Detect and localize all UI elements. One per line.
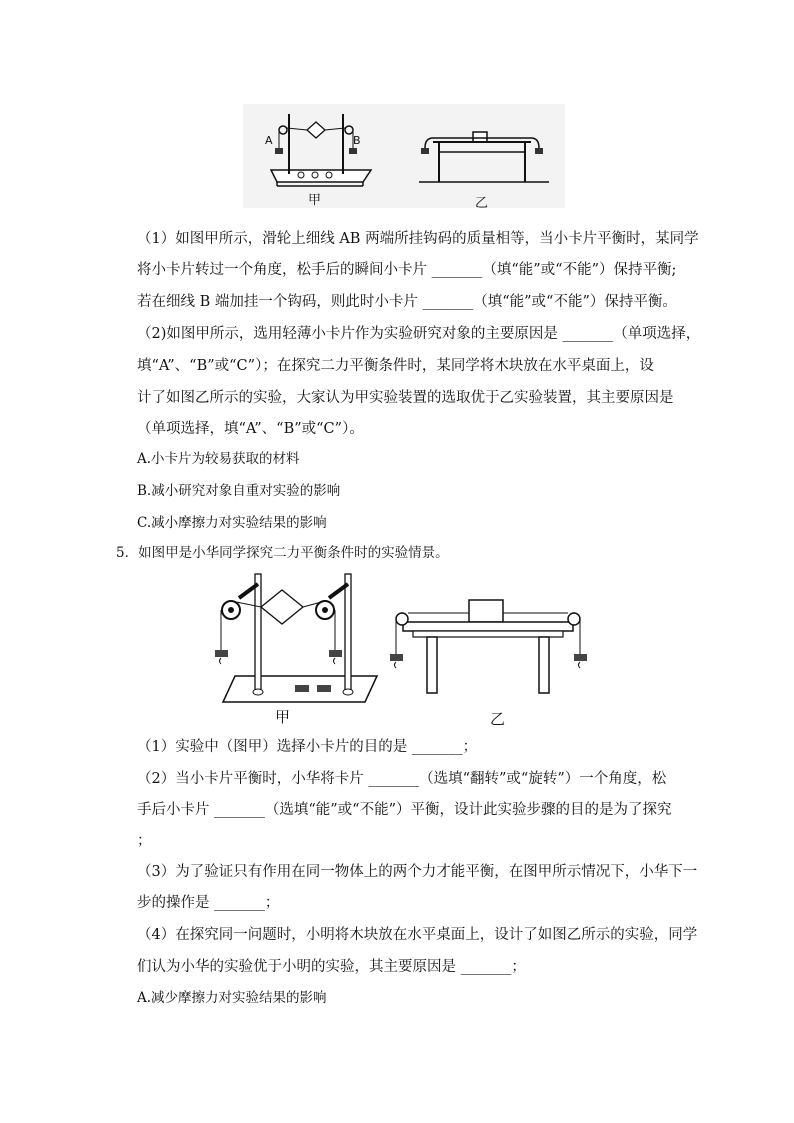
q5-line: 步的操作是 _______； <box>137 895 280 911</box>
q5-line: 们认为小华的实验优于小明的实验，其主要原因是 _______； <box>137 959 526 975</box>
option-a: A.小卡片为较易获取的材料 <box>137 451 300 467</box>
caption-yi-top: 乙 <box>475 196 489 211</box>
option-b: B.减小研究对象自重对实验的影响 <box>137 483 341 499</box>
q5-line: 手后小卡片 _______（选填“能”或“不能”）平衡，设计此实验步骤的目的是为了探究 <box>137 802 672 818</box>
q5-title: 5．如图甲是小华同学探究二力平衡条件时的实验情景。 <box>116 545 449 561</box>
figure-bottom <box>207 570 617 732</box>
q5-line: （4）在探究同一问题时，小明将木块放在水平桌面上，设计了如图乙所示的实验，同学 <box>137 927 698 943</box>
q4-line: 若在细线 B 端加挂一个钩码，则此时小卡片 _______（填“能”或“不能”）保持平衡。 <box>137 294 677 310</box>
figure-top-drawing <box>243 104 565 208</box>
figure-bottom-drawing <box>207 570 617 732</box>
q4-line: 将小卡片转过一个角度，松手后的瞬间小卡片 _______（填“能”或“不能”）保持平衡; <box>137 262 677 278</box>
q5-line: （1）实验中（图甲）选择小卡片的目的是 _______； <box>137 739 478 755</box>
q4-line: 计了如图乙所示的实验，大家认为甲实验装置的选取优于乙实验装置，其主要原因是 <box>137 390 674 406</box>
option-c: C.减小摩擦力对实验结果的影响 <box>137 515 327 531</box>
q5-option-a: A.减少摩擦力对实验结果的影响 <box>137 990 327 1006</box>
q4-line: （2)如图甲所示，选用轻薄小卡片作为实验研究对象的主要原因是 _______（单项选择， <box>137 326 701 342</box>
figure-top <box>243 104 565 211</box>
label-a: A <box>265 134 273 147</box>
caption-jia-top: 甲 <box>308 193 322 208</box>
q4-line: 填“A”、“B”或“C”）；在探究二力平衡条件时，某同学将木块放在水平桌面上，设 <box>137 358 654 374</box>
q4-line: （1）如图甲所示，滑轮上细线 AB 两端所挂钩码的质量相等，当小卡片平衡时，某同学 <box>137 231 699 247</box>
q5-line: （2）当小卡片平衡时，小华将卡片 _______（选填“翻转”或“旋转”）一个角度，松 <box>137 771 667 787</box>
q5-line: ； <box>137 833 152 849</box>
caption-jia-bottom: 甲 <box>275 708 291 726</box>
caption-yi-bottom: 乙 <box>490 710 506 728</box>
label-b: B <box>353 134 361 147</box>
q4-line: （单项选择，填“A”、“B”或“C”）。 <box>137 421 364 437</box>
q5-line: （3）为了验证只有作用在同一物体上的两个力才能平衡，在图甲所示情况下，小华下一 <box>137 864 698 880</box>
